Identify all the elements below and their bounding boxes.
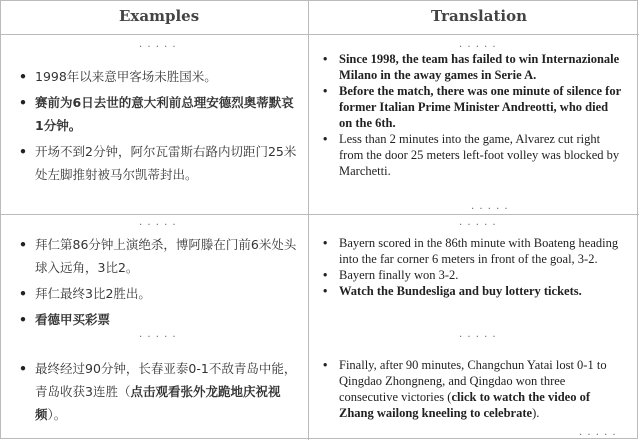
translation-text: Finally, after 90 minutes, Changchun Yatai lost 0-1 to Qingdao Zhongneng, and Qingdao won three consecutive victories ( xyxy=(339,358,607,404)
video-link-text: 点击观看张外龙跪地庆祝视频 xyxy=(35,384,281,422)
example-item: • 1998年以来意甲客场未胜国米。 xyxy=(15,65,299,88)
translation-item xyxy=(319,357,623,421)
translation-list-row1 xyxy=(319,51,623,179)
example-list-row2 xyxy=(15,233,299,334)
translation-item: • Before the match, there was one minute of silence for former Italian Prime Minister Andreotti, who died on the 6th. xyxy=(319,83,623,131)
example-list-row1 xyxy=(15,65,299,189)
ellipsis-marker: . . . . . xyxy=(139,329,177,340)
translation-text-end: ). xyxy=(532,406,540,420)
example-list-row3 xyxy=(15,357,299,429)
translation-item: • Bayern scored in the 86th minute with Boateng heading into the far corner 6 meters in front of the goal, 3-2. xyxy=(319,235,623,267)
translation-header: Translation xyxy=(431,7,527,25)
header-divider xyxy=(1,34,639,35)
ellipsis-marker: . . . . . xyxy=(459,329,497,340)
translation-item: • Watch the Bundesliga and buy lottery tickets. xyxy=(319,283,623,299)
row-divider xyxy=(1,214,639,215)
ellipsis-marker: . . . . . xyxy=(139,217,177,228)
example-text: 最终经过90分钟，长春亚泰0-1不敌青岛中能，青岛收获3连胜（ xyxy=(35,361,297,399)
example-item: • 开场不到2分钟，阿尔瓦雷斯右路内切距门25米处左脚推射被马尔凯蒂封出。 xyxy=(15,140,299,186)
examples-header: Examples xyxy=(119,7,200,25)
ellipsis-marker: . . . . . xyxy=(579,427,617,438)
ellipsis-marker: . . . . . xyxy=(459,39,497,50)
example-item xyxy=(15,357,299,426)
ellipsis-marker: . . . . . xyxy=(139,39,177,50)
column-divider xyxy=(308,1,309,440)
video-link-text-en: click to watch the video of Zhang wailong kneeling to celebrate xyxy=(339,390,590,420)
example-item: • 赛前为6日去世的意大利前总理安德烈奥蒂默哀1分钟。 xyxy=(15,91,299,137)
translation-item: • Bayern finally won 3-2. xyxy=(319,267,623,283)
ellipsis-marker: . . . . . xyxy=(471,201,509,212)
example-item: • 看德甲买彩票 xyxy=(15,308,299,331)
ellipsis-marker: . . . . . xyxy=(459,217,497,228)
translation-item: • Less than 2 minutes into the game, Alvarez cut right from the door 25 meters left-foot volley was blocked by Marchetti. xyxy=(319,131,623,179)
example-item: • 拜仁第86分钟上演绝杀，博阿滕在门前6米处头球入远角，3比2。 xyxy=(15,233,299,279)
example-item: • 拜仁最终3比2胜出。 xyxy=(15,282,299,305)
translation-list-row3 xyxy=(319,357,623,421)
translation-list-row2 xyxy=(319,235,623,299)
example-text-end: ）。 xyxy=(47,407,67,422)
translation-item: • Since 1998, the team has failed to win Internazionale Milano in the away games in Serie A. xyxy=(319,51,623,83)
